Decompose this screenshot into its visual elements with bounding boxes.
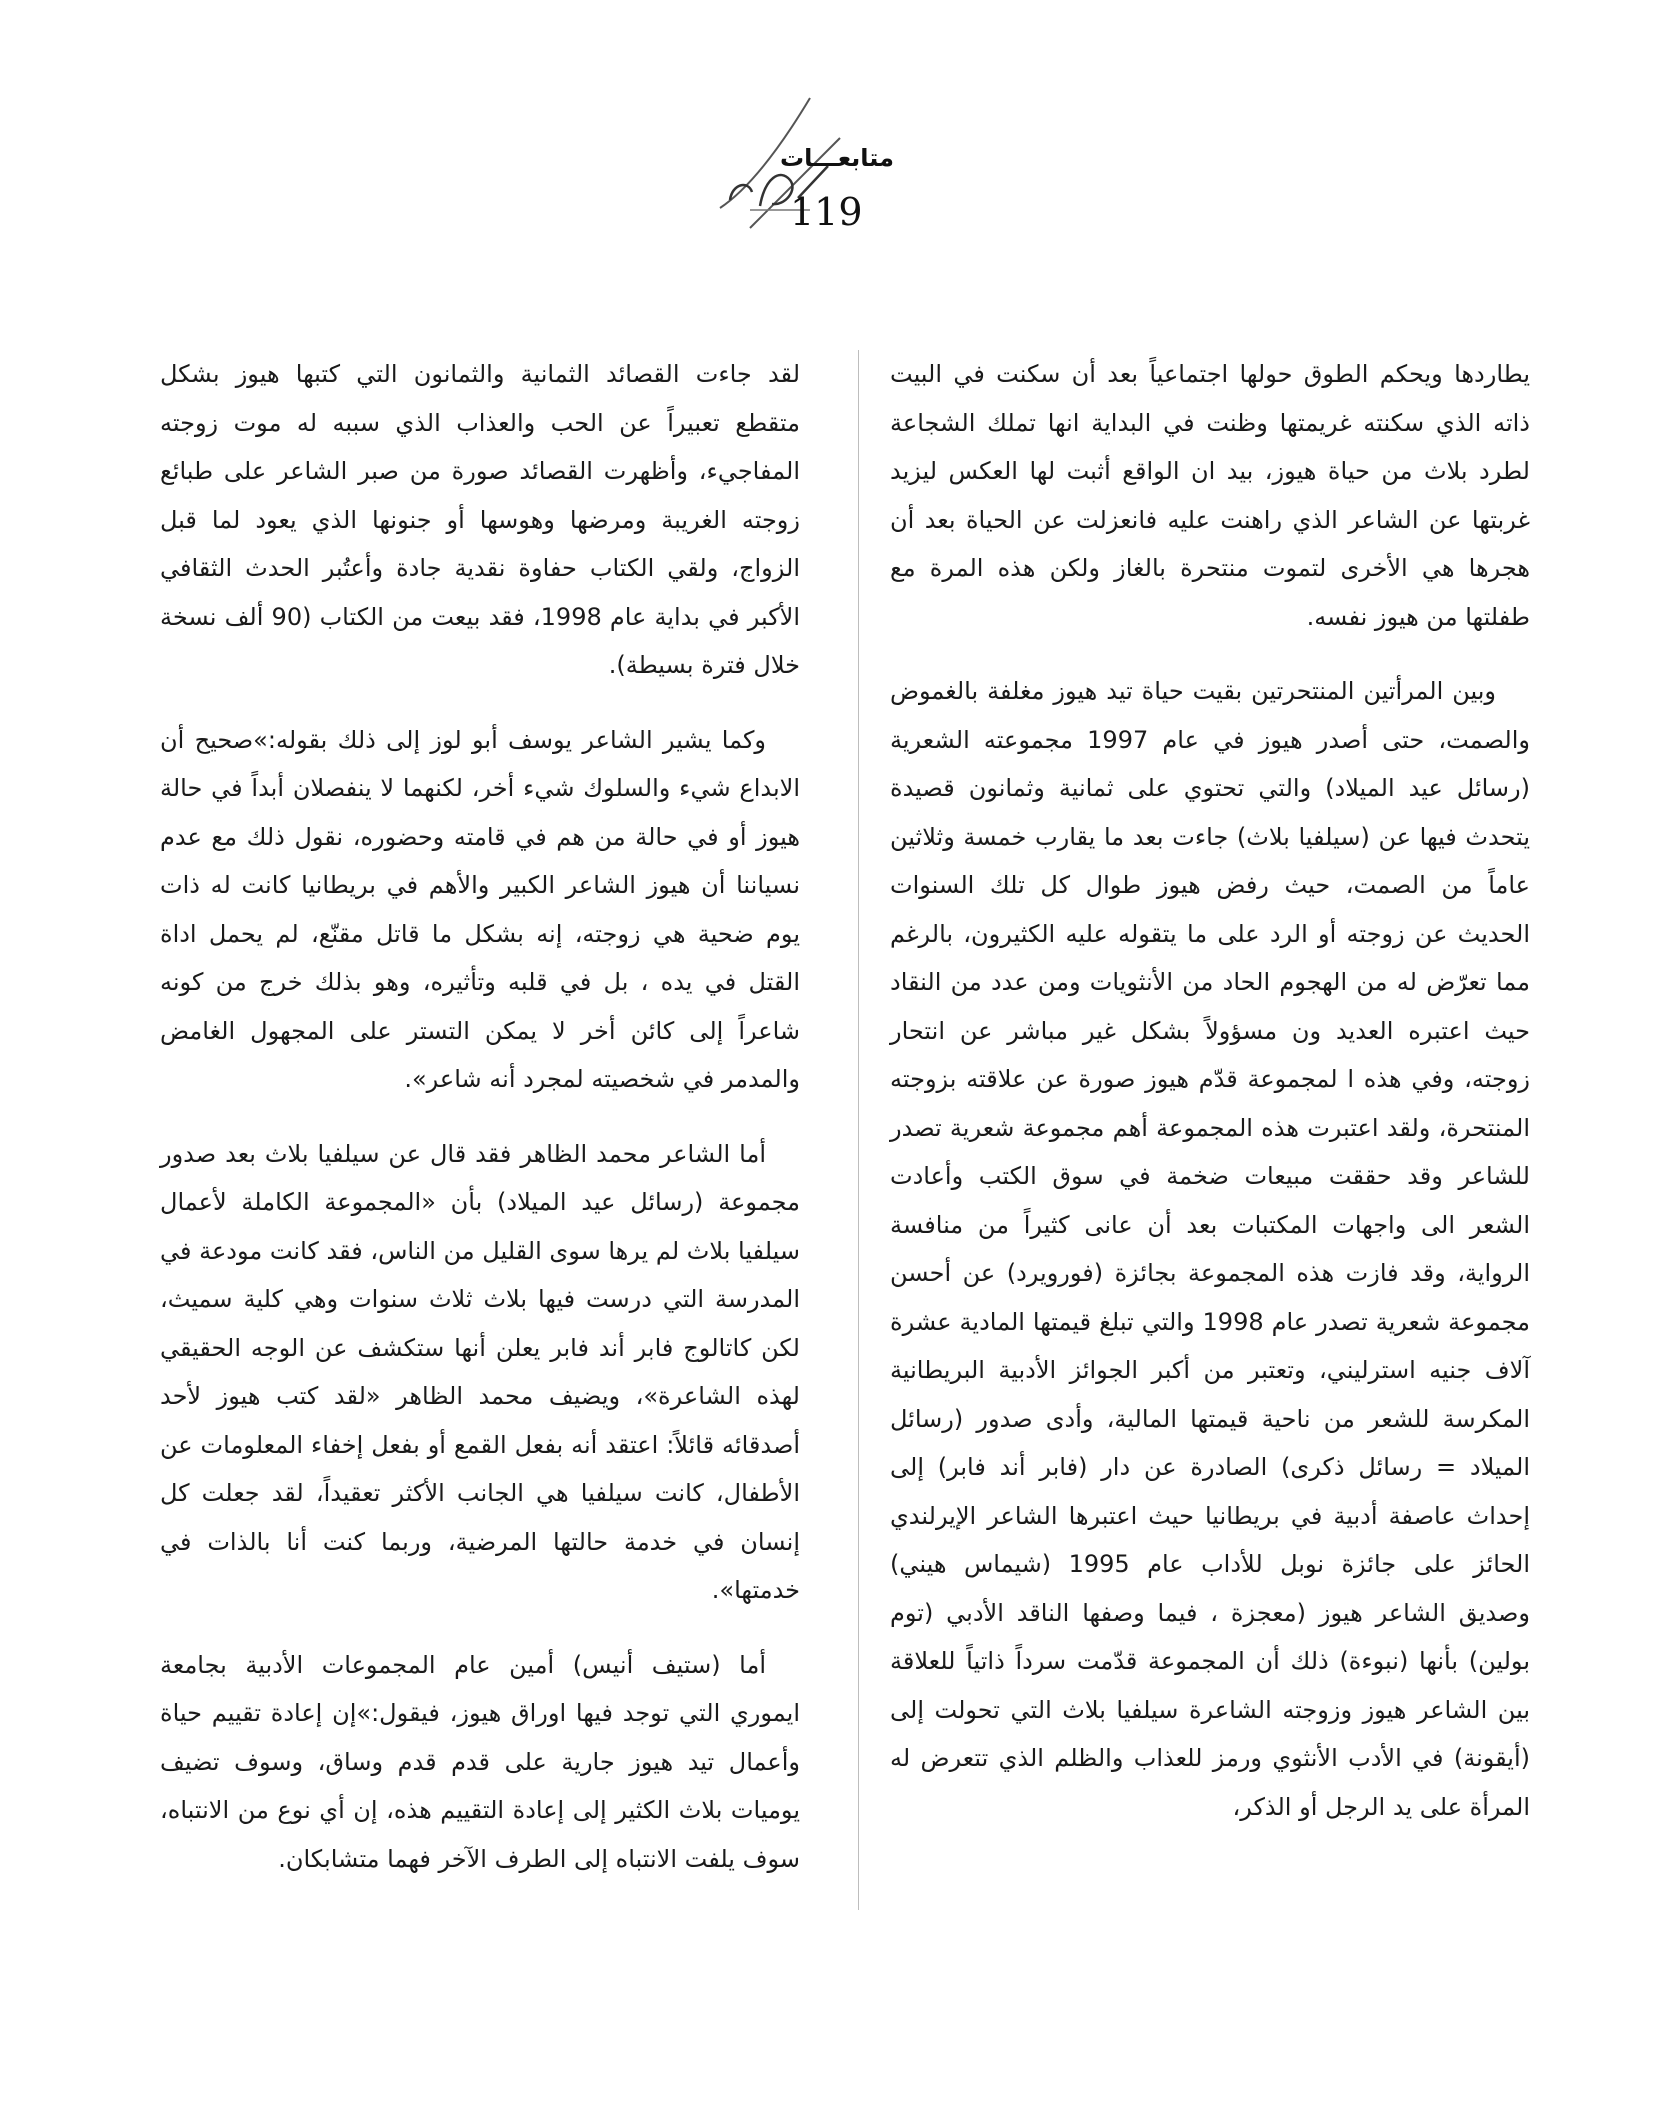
paragraph: لقد جاءت القصائد الثمانية والثمانون التي كتبها هيوز بشكل متقطع تعبيراً عن الحب والعذاب الذي سببه له موت زوجته المفاجيء، وأظهرت القصائد صورة من صبر الشاعر على طبائع زوجته الغريبة ومرضها وهوسها أو جنونها الذي يعود لما قبل الزواج، ولقي الكتاب حفاوة نقدية جادة وأعتُبر الحدث الثقافي الأكبر في بداية عام 1998، فقد بيعت من الكتاب (90 ألف نسخة خلال فترة بسيطة). — [160, 360, 800, 679]
page-header — [0, 80, 1654, 280]
paragraph: أما الشاعر محمد الظاهر فقد قال عن سيلفيا بلاث بعد صدور مجموعة (رسائل عيد الميلاد) بأن «المجموعة الكاملة لأعمال سيلفيا بلاث لم يرها سوى القليل من الناس، فقد كانت مودعة في المدرسة التي درست فيها بلاث ثلاث سنوات وهي كلية سميث، لكن كاتالوج فابر أند فابر يعلن أنها ستكشف عن الوجه الحقيقي لهذه الشاعرة»، ويضيف محمد الظاهر «لقد كتب هيوز لأحد أصدقائه قائلاً: اعتقد أنه بفعل القمع أو بفعل إخفاء المعلومات عن الأطفال، كانت سيلفيا هي الجانب الأكثر تعقيداً، لقد جعلت كل إنسان في خدمة حالتها المرضية، وربما كنت أنا بالذات في خدمتها». — [160, 1139, 800, 1604]
right-column — [890, 350, 1530, 1857]
paragraph: وبين المرأتين المنتحرتين بقيت حياة تيد هيوز مغلفة بالغموض والصمت، حتى أصدر هيوز في عام 1997 مجموعته الشعرية (رسائل عيد الميلاد) والتي تحتوي على ثمانية وثمانون قصيدة يتحدث فيها عن (سيلفيا بلاث) جاءت بعد ما يقارب خمسة وثلاثين عاماً من الصمت، حيث رفض هيوز طوال كل تلك السنوات الحديث عن زوجته أو الرد على ما يتقوله عليه الكثيرون، بالرغم مما تعرّض له من الهجوم الحاد من الأنثويات ومن عدد من النقاد حيث اعتبره العديد ون مسؤولاً بشكل غير مباشر عن انتحار زوجته، وفي هذه ا لمجموعة قدّم هيوز صورة عن علاقته بزوجته المنتحرة، ولقد اعتبرت هذه المجموعة أهم مجموعة شعرية تصدر للشاعر وقد حققت مبيعات ضخمة في سوق الكتب وأعادت الشعر الى واجهات المكتبات بعد أن عانى كثيراً من منافسة الرواية، وقد فازت هذه المجموعة بجائزة (فورويرد) عن أحسن مجموعة شعرية تصدر عام 1998 والتي تبلغ قيمتها المادية عشرة آلاف جنيه استرليني، وتعتبر من أكبر الجوائز الأدبية البريطانية المكرسة للشعر من ناحية قيمتها المالية، وأدى صدور (رسائل الميلاد = رسائل ذكرى) الصادرة عن دار (فابر أند فابر) إلى إحداث عاصفة أدبية في بريطانيا حيث اعتبرها الشاعر الإيرلندي الحائز على جائزة نوبل للأداب عام 1995 (شيماس هيني) وصديق الشاعر هيوز (معجزة ، فيما وصفها الناقد الأدبي (توم بولين) بأنها (نبوءة) ذلك أن المجموعة قدّمت سرداً ذاتياً للعلاقة بين الشاعر هيوز وزوجته الشاعرة سيلفيا بلاث التي تحولت إلى (أيقونة) في الأدب الأنثوي ورمز للعذاب والظلم الذي تتعرض له المرأة على يد الرجل أو الذكر، — [890, 677, 1530, 1821]
paragraph: يطاردها ويحكم الطوق حولها اجتماعياً بعد أن سكنت في البيت ذاته الذي سكنته غريمتها وظنت في البداية انها تملك الشجاعة لطرد بلاث من حياة هيوز، بيد ان الواقع أثبت لها العكس ليزيد غربتها عن الشاعر الذي راهنت عليه فانعزلت عن الحياة بعد أن هجرها هي الأخرى لتموت منتحرة بالغاز ولكن هذه المرة مع طفلتها من هيوز نفسه. — [890, 360, 1530, 631]
column-divider — [858, 350, 859, 1910]
section-label: متابعـــات — [780, 144, 894, 172]
page-number: 119 — [790, 190, 863, 234]
paragraph: أما (ستيف أنيس) أمين عام المجموعات الأدبية بجامعة ايموري التي توجد فيها اوراق هيوز، فيقول:»إن إعادة تقييم حياة وأعمال تيد هيوز جارية على قدم قدم وساق، وسوف تضيف يوميات بلاث الكثير إلى إعادة التقييم هذه، إن أي نوع من الانتباه، سوف يلفت الانتباه إلى الطرف الآخر فهما متشابكان. — [160, 1650, 800, 1873]
left-column — [160, 350, 800, 1909]
paragraph: وكما يشير الشاعر يوسف أبو لوز إلى ذلك بقوله:»صحيح أن الابداع شيء والسلوك شيء أخر، لكنهما لا ينفصلان أبداً في حالة هيوز أو في حالة من هم في قامته وحضوره، نقول ذلك مع عدم نسياننا أن هيوز الشاعر الكبير والأهم في بريطانيا كانت له ذات يوم ضحية هي زوجته، إنه بشكل ما قاتل مقنّع، لم يحمل اداة القتل في يده ، بل في قلبه وتأثيره، وهو بذلك خرج من كونه شاعراً إلى كائن أخر لا يمكن التستر على المجهول الغامض والمدمر في شخصيته لمجرد أنه شاعر». — [160, 725, 800, 1093]
